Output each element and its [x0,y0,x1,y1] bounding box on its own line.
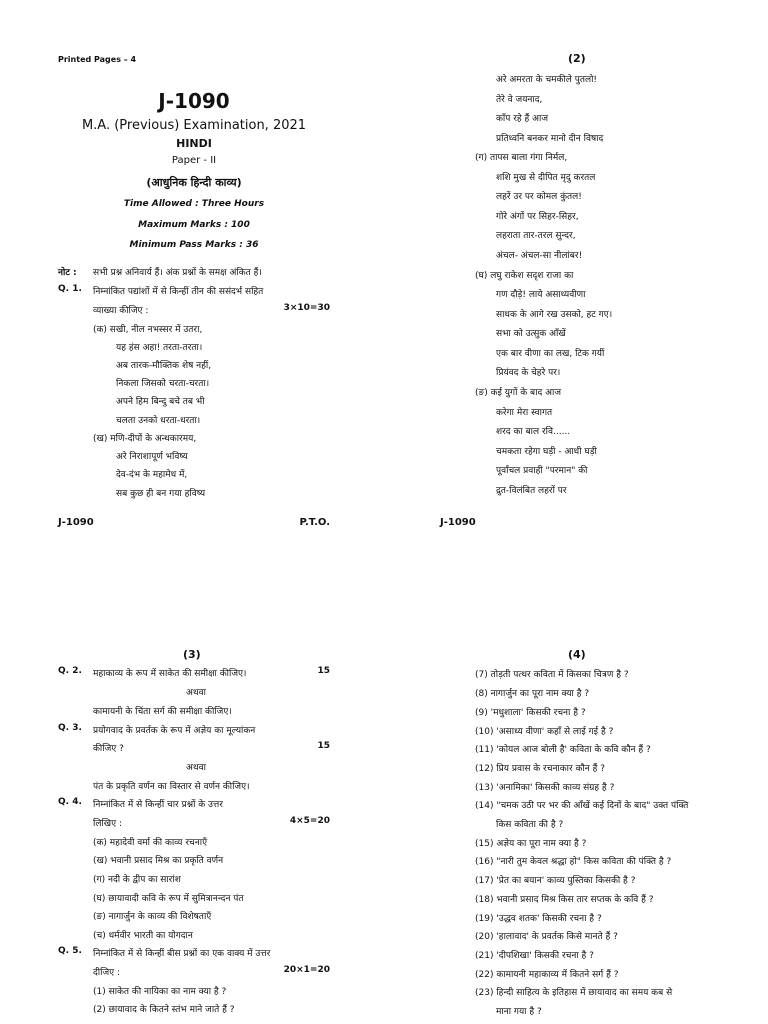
poem-line: अपने हिम बिन्दु बचे तब भी [116,397,205,407]
q2-text: महाकाव्य के रूप में साकेत की समीक्षा कीजिए। [93,669,247,679]
poem-line: गोरे अंगों पर सिहर-सिहर, [496,212,579,222]
q5-item: (15) अज्ञेय का पूरा नाम क्या है ? [475,839,587,849]
q4-item: (ख) भवानी प्रसाद मिश्र का प्रकृति वर्णन [93,856,224,866]
q5-text-2: दीजिए : [93,968,120,978]
page-4 [440,640,730,1024]
poem-line: शरद का बाल रवि...... [496,427,571,437]
poem-line: निकला जिसको चरता-चरता। [116,379,210,389]
poem-line: अब तारक-मौक्तिक शेष नहीं, [116,361,212,371]
poem-line: सभा को उत्सुक आँखें [496,329,566,339]
q5-item: (10) 'असाध्य वीणा' कहाँ से लाई गई है ? [475,727,614,737]
poem-line: द्रुत-विलंबित लहरों पर [496,486,567,496]
paper-code: J-1090 [158,89,230,113]
exam-title: M.A. (Previous) Examination, 2021 [81,118,307,133]
poem-line: प्रियंवद के चेहरे पर। [496,368,561,378]
poem-line: चलता उनको धरता-धरता। [116,416,201,426]
poem-line: काँप रहे हैं आज [496,114,549,124]
poem-line: अरे अमरता के चमकीले पुतलो! [496,75,598,85]
q2-alt-text: कामायनी के चिंता सर्ग की समीक्षा कीजिए। [93,707,232,717]
poem-line: लहरें उर पर कोमल कुंतल! [496,192,582,202]
footer-code: J-1090 [58,517,94,528]
q4-item: (घ) छायावादी कवि के रूप में सुमित्रानन्दन पंत [93,894,244,904]
q5-item: (16) "नारी तुम केवल श्रद्धा हो" किस कविता की पंक्ति है ? [475,857,672,867]
q2-label: Q. 2. [58,666,82,676]
or-separator: अथवा [186,688,206,698]
q5-item: (14) "चमक उठी पर भर की आँखें कई दिनों के बाद" उक्त पंक्ति [475,801,689,811]
poem-line: साधक के आगे रख उसको, हट गए। [496,310,613,320]
q5-item: (18) भवानी प्रसाद मिश्र किस तार सप्तक के कवि हैं ? [475,895,654,905]
q4-marks: 4×5=20 [289,816,330,826]
q5-item: (8) नागार्जुन का पूरा नाम क्या है ? [475,689,590,699]
poem-line: (ङ) कई युगों के बाद आज [475,388,562,398]
q2-marks: 15 [317,666,330,676]
q5-item: (19) 'उद्धव शतक' किसकी रचना है ? [475,914,602,924]
q5-item: (20) 'हालावाद' के प्रवर्तक किसे मानते हैं ? [475,932,618,942]
q4-text: निम्नांकित में से किन्हीं चार प्रश्नों के उत्तर [93,800,223,810]
poem-line: देव-दंभ के महामेध में, [116,470,188,480]
footer-code: J-1090 [440,517,476,528]
poem-line: गण दौड़े! लाये असाध्यवीणा [496,290,586,300]
q5-item-cont: माना गया है ? [496,1007,542,1017]
footer-pto: P.T.O. [299,517,330,528]
q4-item: (क) महादेवी वर्मा की काव्य रचनाएँ [93,838,208,848]
poem-line: लहराता तार-तरल सुन्दर, [496,231,576,241]
paper-number: Paper - II [171,155,217,166]
q5-item: (21) 'दीपशिखा' किसकी रचना है ? [475,951,594,961]
q5-label: Q. 5. [58,946,82,956]
q5-item: (7) तोड़ती पत्थर कविता में किसका चित्रण है ? [475,670,629,680]
poem-line: चमकता रहेगा घड़ी - आधी घड़ी [496,447,597,457]
minimum-marks: Minimum Pass Marks : 36 [129,240,259,250]
poem-line: तेरे वे जयनाद, [496,95,543,105]
note-label: नोट : [58,268,77,278]
page-2 [440,0,720,540]
q4-item: (ग) नदी के द्वीप का सारांश [93,875,181,885]
q5-text: निम्नांकित में से किन्हीं बीस प्रश्नों का एक वाक्य में उत्तर [93,949,271,959]
q1-marks: 3×10=30 [283,303,330,313]
q1-label: Q. 1. [58,284,82,294]
q4-item: (ङ) नागार्जुन के काव्य की विशेषताएँ [93,912,212,922]
maximum-marks: Maximum Marks : 100 [138,220,250,230]
page-1 [58,0,330,540]
poem-line: यह हंस अहा! तरता-तरता। [116,343,203,353]
q5-item: (12) प्रिय प्रवास के रचनाकार कौन हैं ? [475,764,606,774]
poem-line: अरे निराशापूर्ण भविष्य [116,452,188,462]
q4-item: (च) धर्मवीर भारती का योगदान [93,931,193,941]
q5-item: (23) हिन्दी साहित्य के इतिहास में छायावाद का समय कब से [475,988,673,998]
printed-pages: Printed Pages – 4 [58,55,137,64]
q3-label: Q. 3. [58,723,82,733]
q5-marks: 20×1=20 [283,965,330,975]
or-separator: अथवा [186,763,206,773]
q5-item: (13) 'अनामिका' किसकी काव्य संग्रह है ? [475,783,615,793]
poem-line: पूर्वांचल प्रवाही "परमान" की [496,466,588,476]
q3-marks: 15 [317,741,330,751]
q5-item: (9) 'मधुशाला' किसकी रचना है ? [475,708,586,718]
poem-line: एक बार वीणा का लख, टिक गयीं [496,349,605,359]
page-number: (2) [568,52,586,65]
q5-item-cont: किस कविता की है ? [496,820,564,830]
poem-line: (ग) तापस बाला गंगा निर्मल, [475,153,568,163]
poem-line: प्रतिध्वनि बनकर मानो दीन विषाद [496,134,604,144]
time-allowed: Time Allowed : Three Hours [123,199,265,209]
poem-line: शशि मुख से दीपित मृदु करतल [496,173,596,183]
poem-line: (ख) मणि-दीपों के अन्धकारमय, [93,434,197,444]
q5-item: (17) 'प्रेत का बयान' काव्य पुस्तिका किसकी है ? [475,876,636,886]
poem-line: अंचल- अंचल-सा नीलांबर! [496,251,583,261]
q4-label: Q. 4. [58,797,82,807]
q1-text: निम्नांकित पद्यांशों में से किन्हीं तीन की ससंदर्भ सहित [93,287,264,297]
page-number: (4) [568,648,586,661]
page-3 [58,640,330,1024]
q3-text-2: कीजिए ? [93,744,124,754]
poem-line: (घ) लघु राकेश सदृश राजा का [475,271,574,281]
q5-item: (11) 'कोयल आज बोली है' कविता के कवि कौन हैं ? [475,745,651,755]
page-number: (3) [183,648,201,661]
note-text: सभी प्रश्न अनिवार्य हैं। अंक प्रश्नों के समक्ष अंकित हैं। [93,268,262,278]
q3-text: प्रयोगवाद के प्रवर्तक के रूप में अज्ञेय का मूल्यांकन [93,726,256,736]
q3-alt-text: पंत के प्रकृति वर्णन का विस्तार से वर्णन कीजिए। [93,782,250,792]
q4-text-2: लिखिए : [93,819,122,829]
q5-item: (22) कामायनी महाकाव्य में कितने सर्ग हैं ? [475,970,619,980]
poem-line: सब कुछ ही बन गया हविष्य [116,489,206,499]
q1-text-2: व्याख्या कीजिए : [93,306,149,316]
poem-line: (क) सखी, नील नभस्सर में उतरा, [93,325,203,335]
poem-line: करेगा मेरा स्वागत [496,408,553,418]
q5-item: (2) छायावाद के कितने स्तंभ माने जाते हैं ? [93,1005,235,1015]
subject: HINDI [176,137,212,150]
paper-name: (आधुनिक हिन्दी काव्य) [146,176,242,189]
q5-item: (1) साकेत की नायिका का नाम क्या है ? [93,987,227,997]
